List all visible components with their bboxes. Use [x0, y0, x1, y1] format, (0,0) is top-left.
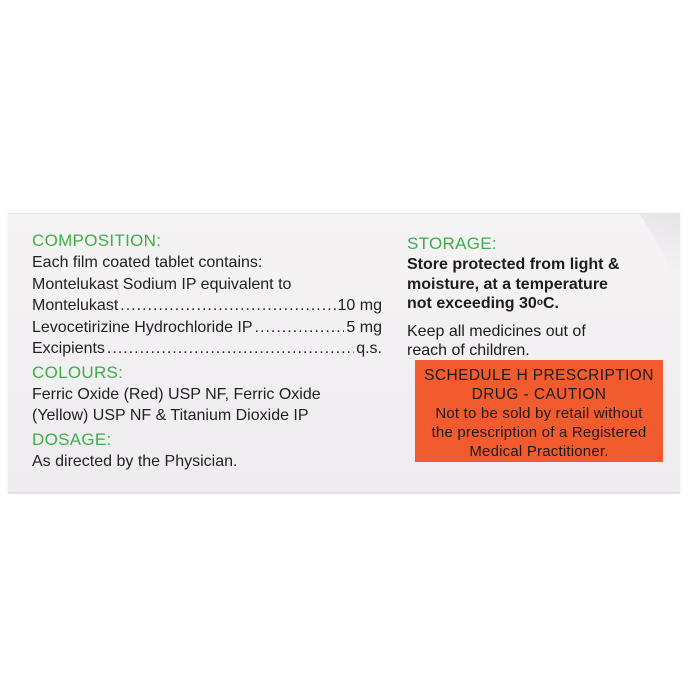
- storage-line-1: Store protected from light &: [407, 256, 620, 273]
- caution-text-line-1: Not to be sold by retail without: [435, 405, 643, 422]
- dosage-text: As directed by the Physician.: [32, 452, 238, 470]
- keep-away-notice: [407, 322, 667, 361]
- ingredient-label: Levocetirizine Hydrochloride IP: [32, 318, 253, 336]
- storage-temp-prefix: not exceeding 30: [407, 295, 537, 312]
- dot-leader: [255, 317, 345, 339]
- storage-line-2: moisture, at a temperature: [407, 275, 608, 293]
- storage-line-3: [407, 294, 667, 314]
- schedule-h-caution-box: [415, 360, 663, 462]
- composition-intro: Each film coated tablet contains:: [32, 254, 263, 271]
- ingredient-amount: 10 mg: [337, 297, 382, 314]
- storage-heading: STORAGE:: [407, 234, 497, 253]
- composition-heading: COMPOSITION:: [32, 231, 162, 250]
- ingredient-amount: 5 mg: [346, 318, 382, 336]
- keep-line-2: reach of children.: [407, 342, 530, 359]
- keep-line-1: Keep all medicines out of: [407, 322, 586, 340]
- caution-title-line-2: DRUG - CAUTION: [471, 386, 607, 403]
- storage-column: [407, 234, 667, 361]
- ingredient-label: Montelukast: [32, 297, 119, 314]
- caution-title-line-1: SCHEDULE H PRESCRIPTION: [424, 367, 654, 384]
- ingredient-row-levocetirizine: [32, 317, 382, 339]
- colours-line-2: (Yellow) USP NF & Titanium Dioxide IP: [32, 407, 309, 424]
- ingredient-label: Excipients: [32, 340, 105, 357]
- ingredient-row-montelukast: [32, 295, 382, 317]
- degree-symbol: o: [536, 297, 543, 308]
- composition-line-1: Montelukast Sodium IP equivalent to: [32, 275, 292, 293]
- dot-leader: [120, 295, 335, 317]
- caution-text-line-2: the prescription of a Registered: [431, 424, 647, 441]
- composition-column: [32, 230, 382, 472]
- storage-instructions: [407, 255, 667, 314]
- dot-leader: [107, 338, 354, 360]
- colours-line-1: Ferric Oxide (Red) USP NF, Ferric Oxide: [32, 385, 321, 403]
- ingredient-row-excipients: [32, 338, 382, 360]
- colours-heading: COLOURS:: [32, 362, 124, 382]
- caution-text-line-3: Medical Practitioner.: [469, 443, 609, 460]
- ingredient-amount: q.s.: [356, 340, 382, 357]
- medicine-carton-panel: [8, 213, 680, 493]
- dosage-heading: DOSAGE:: [32, 429, 112, 449]
- storage-temp-suffix: C.: [542, 295, 559, 312]
